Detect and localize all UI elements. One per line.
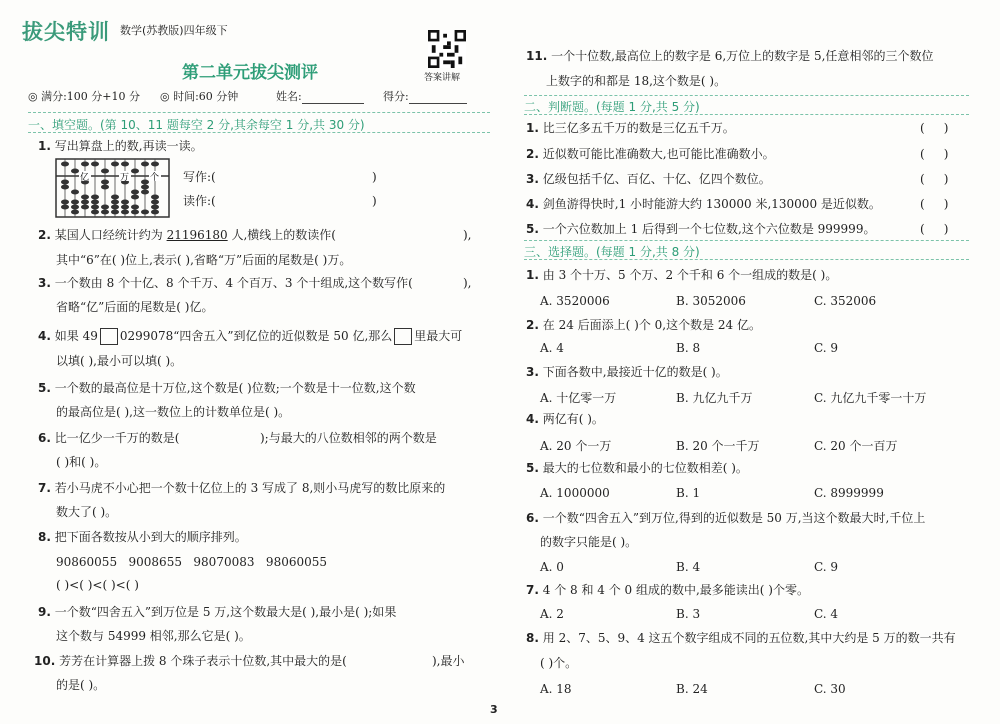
q6-line2: ( )和( )。: [56, 455, 107, 469]
q11-number: 11.: [526, 49, 548, 63]
judge-item-4: 4. 剑鱼游得快时,1 小时能游大约 130000 米,130000 是近似数。: [526, 197, 881, 211]
q5-line1: 一个数的最高位是十万位,这个数是( )位数;一个数是十一位数,这个数: [54, 381, 416, 395]
subject-label: 数学(苏教版)四年级下: [120, 24, 228, 37]
choice-q1: 1. 由 3 个十万、5 个万、2 个千和 6 个一组成的数是( )。: [526, 268, 838, 282]
choice-q6-a[interactable]: A. 0: [540, 560, 564, 574]
abacus-label-ge: 个: [150, 173, 160, 183]
judge-item-5: 5. 一个六位数加上 1 后得到一个七位数,这个六位数是 999999。: [526, 222, 876, 236]
grade-field[interactable]: [383, 88, 467, 104]
right-page: [506, 0, 1000, 724]
choice-q2: 2. 在 24 后面添上( )个 0,这个数是 24 亿。: [526, 318, 761, 332]
choice-q6-b[interactable]: B. 4: [676, 560, 701, 574]
choice-q5: 5. 最大的七位数和最小的七位数相差( )。: [526, 461, 748, 475]
choice-q4: 4. 两亿有( )。: [526, 412, 604, 426]
q6-number: 6.: [38, 431, 51, 445]
choice-q1-a[interactable]: A. 3520006: [540, 294, 610, 308]
choice-q8-c[interactable]: C. 30: [814, 682, 846, 696]
q9-line1: 一个数“四舍五入”到万位是 5 万,这个数最大是( ),最小是( );如果: [54, 605, 397, 619]
choice-q7-a[interactable]: A. 2: [540, 607, 564, 621]
choice-q3: 3. 下面各数中,最接近十亿的数是( )。: [526, 365, 728, 379]
judge-answer-3[interactable]: ( ): [920, 172, 949, 186]
q8-line1: 把下面各数按从小到大的顺序排列。: [54, 530, 247, 544]
q1-read-blank[interactable]: 读作:(: [183, 194, 216, 208]
choice-q4-c[interactable]: C. 20 个一百万: [814, 439, 898, 453]
brand-logo: 拔尖特训: [22, 20, 110, 44]
choice-q8: 8. 用 2、7、5、9、4 这五个数字组成不同的五位数,其中大约是 5 万的数一共有: [526, 631, 956, 645]
q2-number: 2.: [38, 228, 51, 242]
choice-q8-a[interactable]: A. 18: [540, 682, 572, 696]
choice-q6-c[interactable]: C. 9: [814, 560, 839, 574]
qr-label: 答案讲解: [424, 73, 461, 83]
q1-text: 写出算盘上的数,再读一读。: [54, 139, 203, 153]
q4-digit-box[interactable]: [100, 328, 118, 345]
choice-q1-b[interactable]: B. 3052006: [676, 294, 746, 308]
q2-line2: 其中“6”在( )位上,表示( ),省略“万”后面的尾数是( )万。: [56, 253, 352, 267]
choice-q6: 6. 一个数“四舍五入”到万位,得到的近似数是 50 万,当这个数最大时,千位上: [526, 511, 926, 525]
choice-q2-c[interactable]: C. 9: [814, 341, 839, 355]
q8-numbers: 90860055 9008655 98070083 98060055: [56, 555, 328, 569]
choice-q5-a[interactable]: A. 1000000: [540, 486, 610, 500]
score-info: ◎ 满分:100 分+10 分: [28, 90, 141, 103]
abacus-image: [55, 158, 170, 218]
q10-line1: 芳芳在计算器上拨 8 个珠子表示十位数,其中最大的是(: [59, 654, 347, 668]
name-field[interactable]: [276, 88, 364, 104]
judge-answer-2[interactable]: ( ): [920, 147, 949, 161]
judge-answer-5[interactable]: ( ): [920, 222, 949, 236]
q5-number: 5.: [38, 381, 51, 395]
choice-q7-b[interactable]: B. 3: [676, 607, 701, 621]
choice-q8-line2: ( )个。: [540, 656, 578, 670]
abacus-label-wan: 万: [120, 173, 130, 183]
judge-item-2: 2. 近似数可能比准确数大,也可能比准确数小。: [526, 147, 775, 161]
choice-q4-a[interactable]: A. 20 个一万: [540, 439, 612, 453]
judge-item-3: 3. 亿级包括千亿、百亿、十亿、亿四个数位。: [526, 172, 771, 186]
q1-write-blank[interactable]: 写作:(: [183, 170, 216, 184]
q5-line2: 的最高位是( ),这一数位上的计数单位是( )。: [56, 405, 291, 419]
choice-q4-b[interactable]: B. 20 个一千万: [676, 439, 760, 453]
section2-heading: 二、判断题。(每题 1 分,共 5 分): [524, 100, 700, 114]
q1-number: 1.: [38, 139, 51, 153]
q7-line1: 若小马虎不小心把一个数十亿位上的 3 写成了 8,则小马虎写的数比原来的: [54, 481, 446, 495]
q8-order-blanks[interactable]: ( )<( )<( )<( ): [56, 578, 139, 592]
section3-heading: 三、选择题。(每题 1 分,共 8 分): [524, 245, 700, 259]
page-title: 第二单元拔尖测评: [182, 63, 318, 83]
q10-line2: 的是( )。: [56, 678, 106, 692]
choice-q5-b[interactable]: B. 1: [676, 486, 701, 500]
q4-digit-box-ref: [394, 328, 412, 345]
choice-q2-a[interactable]: A. 4: [540, 341, 564, 355]
choice-q1-c[interactable]: C. 352006: [814, 294, 877, 308]
q3-line1: 一个数由 8 个十亿、8 个千万、4 个百万、3 个十组成,这个数写作(: [54, 276, 413, 290]
q6-line1: 比一亿少一千万的数是(: [54, 431, 180, 445]
choice-q3-b[interactable]: B. 九亿九千万: [676, 391, 753, 405]
choice-q8-b[interactable]: B. 24: [676, 682, 708, 696]
q7-line2: 数大了( )。: [56, 505, 118, 519]
choice-q7-c[interactable]: C. 4: [814, 607, 839, 621]
q11-line1: 一个十位数,最高位上的数字是 6,万位上的数字是 5,任意相邻的三个数位: [551, 49, 934, 63]
choice-q5-c[interactable]: C. 8999999: [814, 486, 884, 500]
name-label: 姓名:: [276, 90, 302, 103]
page-number: 3: [490, 703, 498, 716]
choice-q6-line2: 的数字只能是( )。: [540, 535, 638, 549]
q9-line2: 这个数与 54999 相邻,那么它是( )。: [56, 629, 251, 643]
q11-line2: 上数字的和都是 18,这个数是( )。: [546, 74, 727, 88]
grade-label: 得分:: [383, 90, 409, 103]
q3-number: 3.: [38, 276, 51, 290]
abacus-label-yi: 亿: [80, 173, 90, 183]
choice-q2-b[interactable]: B. 8: [676, 341, 701, 355]
choice-q7: 7. 4 个 8 和 4 个 0 组成的数中,最多能读出( )个零。: [526, 583, 809, 597]
q4-number: 4.: [38, 329, 51, 343]
q7-number: 7.: [38, 481, 51, 495]
choice-q3-c[interactable]: C. 九亿九千零一十万: [814, 391, 927, 405]
left-page: 拔尖特训 数学(苏教版)四年级下 答案讲解 第二单元拔尖测评 ◎ 满分:100 分+10 分 ◎ 时间:60 分钟 姓名: 得分: 一、填空题。(第 10、11 题每空 2 分,其余每空 1 分,共 30 分) 1. 写出算盘上的数,再读一读。 亿 万 个 写作:( ) 读作:( ) 2. 某国人口经统计约为 21196180 人,横线上的数读作( ), 其中“6”在( )位上,表示( ),省略“万”后面的尾数是( )万。 3. 一个数由 8 个十亿、8 个千万、4 个百万、3 个十组成,这个数写作( ), 省略“亿”后面的尾数是( )亿。 4. 如果 49 0299078“四舍五入”到亿位的近似数是 50 亿,那么 里最大可 以填( ),最小可以填( )。 5. 一个数的最高位是十万位,这个数是( )位数;一个数是十一位数,这个数 的最高位是( ),这一数位上的计数单位是( )。 6. 比一亿少一千万的数是( );与最大的八位数相邻的两个数是 ( )和( )。 7. 若小马虎不小心把一个数十亿位上的 3 写成了 8,则小马虎写的数比原来的 数大了( )。 8. 把下面各数按从小到大的顺序排列。 90860055 9008655 98070083 98060055 ( )<( )<( )<( ) 9. 一个数“四舍五入”到万位是 5 万,这个数最大是( ),最小是( );如果 这个数与 54999 相邻,那么它是( )。 10. 芳芳在计算器上拨 8 个珠子表示十位数,其中最大的是( ),最小 的是( )。: [0, 0, 500, 724]
choice-q3-a[interactable]: A. 十亿零一万: [540, 391, 617, 405]
time-info: ◎ 时间:60 分钟: [160, 90, 239, 103]
judge-answer-1[interactable]: ( ): [920, 121, 949, 135]
section1-heading: 一、填空题。(第 10、11 题每空 2 分,其余每空 1 分,共 30 分): [28, 118, 365, 132]
q8-number: 8.: [38, 530, 51, 544]
judge-answer-4[interactable]: ( ): [920, 197, 949, 211]
q4-line2: 以填( ),最小可以填( )。: [56, 354, 183, 368]
q3-line2: 省略“亿”后面的尾数是( )亿。: [56, 300, 214, 314]
q10-number: 10.: [34, 654, 56, 668]
judge-item-1: 1. 比三亿多五千万的数是三亿五千万。: [526, 121, 735, 135]
q9-number: 9.: [38, 605, 51, 619]
q2-line1: 某国人口经统计约为 21196180 人,横线上的数读作(: [54, 228, 336, 242]
